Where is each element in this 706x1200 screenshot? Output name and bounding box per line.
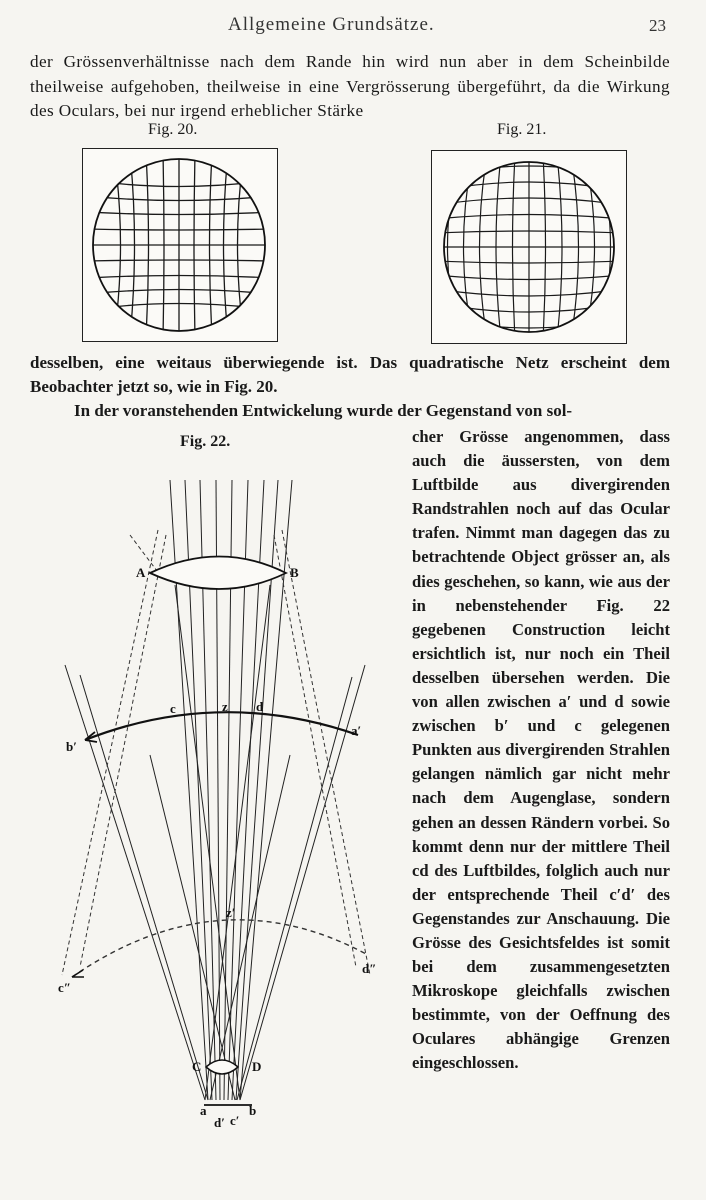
label-c-double-prime: c″: [58, 980, 71, 995]
running-head: [0, 14, 706, 40]
label-z: z: [222, 699, 228, 714]
label-d-double-prime: d″: [362, 961, 377, 976]
label-c-prime: c′: [230, 1113, 240, 1128]
label-b-prime: b′: [66, 739, 77, 754]
figure-22-ray-construction: [40, 455, 400, 1145]
label-D: D: [252, 1059, 262, 1074]
label-a: a: [200, 1103, 207, 1118]
label-A: A: [136, 565, 146, 580]
fig20-caption: Fig. 20.: [148, 121, 198, 138]
running-title: Allgemeine Grundsätze.: [228, 14, 435, 35]
paragraph-2-line-1: desselben, eine weitaus überwiegende ist. Das quadratische Netz erscheint dem Beobachter jetzt so, wie in Fig. 20.: [30, 353, 670, 396]
fig21-caption: Fig. 21.: [497, 121, 547, 138]
label-B: B: [290, 565, 299, 580]
label-c: c: [170, 701, 176, 716]
label-z-prime: z′: [226, 905, 236, 920]
paragraph-1: der Grössenverhältnisse nach dem Rande hin wird nun aber in dem Scheinbilde theilweise aufgehoben, theilweise in eine Vergrösserung übergeführt, da die Wirkung des Oculars, bei nur irgend erheblicher Stärke: [30, 52, 670, 120]
fig22-caption: Fig. 22.: [180, 433, 231, 450]
label-d: d: [256, 699, 264, 714]
figure-21-barrel-grid: [431, 150, 627, 344]
paragraph-2-line-2: In der voranstehenden Entwickelung wurde der Gegenstand von sol-: [74, 401, 573, 420]
paragraph-3: cher Grösse angenommen, dass auch die äussersten, von dem Luftbilde aus divergirenden Randstrahlen noch auf das Ocular trafen. Nimmt man dagegen das zu betrachtende Object grösser an, als dies geschehen, so kann, wie aus der in nebenstehender Fig. 22 gegebenen Construction leicht ersichtlich ist, nur noch ein Theil desselben übersehen werden. Die von allen zwischen a′ und d sowie zwischen b′ und c gelegenen Punkten aus divergirenden Strahlen gelangen nämlich gar nicht mehr nach dem Augenglase, sondern gehen an dessen Rändern vorbei. So kommt denn nur der mittlere Theil cd des Luftbildes, folglich auch nur der entsprechende Theil c′d′ des Gegenstandes zur Anschauung. Die Grösse des Gesichtsfeldes ist somit bei dem zusammengesetzten Mikroskope gleichfalls zwischen bestimmte, von der Oeffnung des Oculares abhängige Grenzen eingeschlossen.: [412, 427, 670, 1073]
label-d-prime: d′: [214, 1115, 225, 1130]
label-b: b: [249, 1103, 257, 1118]
label-a-prime: a′: [351, 723, 362, 738]
page-number: 23: [649, 16, 666, 35]
figure-20-pincushion-grid: [82, 148, 278, 342]
paragraph-2: [30, 351, 670, 423]
label-C: C: [192, 1059, 202, 1074]
